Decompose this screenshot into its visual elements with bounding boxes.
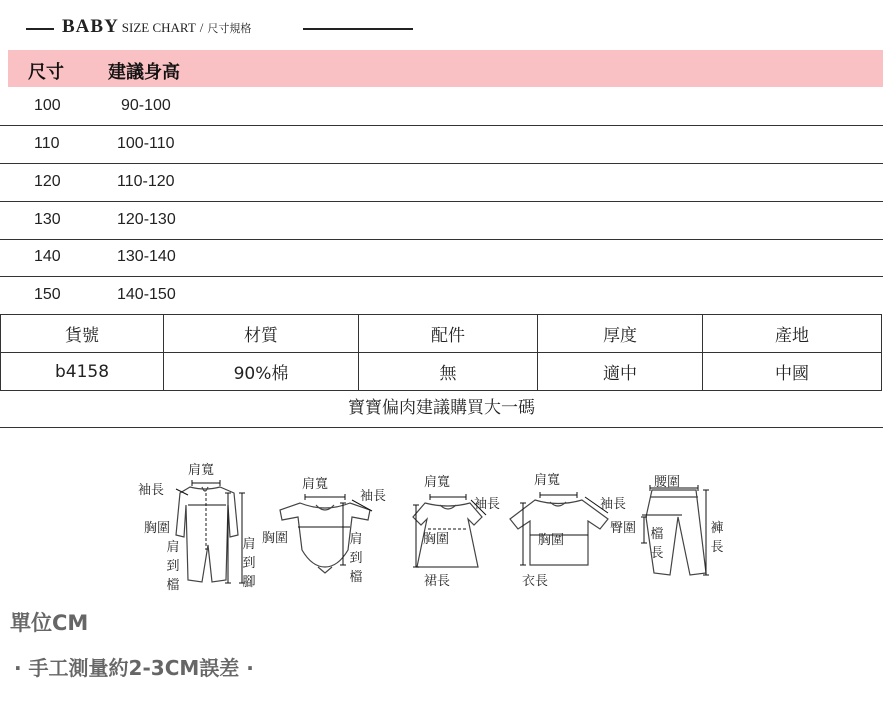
label-shoulder-to-crotch: 肩到檔 [166,540,180,593]
label-shoulder-to-foot: 肩到腳 [242,537,256,590]
subtitle-cn: 尺寸規格 [207,22,252,35]
chart-title [62,16,251,38]
label-chest: 胸圍 [423,532,450,547]
spec-origin: 中國 [703,353,882,391]
unit-label: 單位CM [10,611,89,635]
spec-header-item-no: 貨號 [1,315,164,353]
spec-table [0,314,882,391]
brand-text: BABY [62,16,119,37]
spec-item-no: b4158 [1,353,164,391]
table-row [0,202,883,240]
label-crotch-length: 檔長 [650,527,664,561]
table-row [0,277,883,314]
height-cell: 120-130 [117,211,176,228]
height-cell: 140-150 [117,286,176,303]
label-hip: 臀圍 [610,521,637,536]
subtitle-text: SIZE CHART [121,20,196,35]
label-chest: 胸圍 [262,531,289,546]
size-cell: 120 [34,173,61,190]
label-chest: 胸圍 [538,533,565,548]
spec-header-origin: 產地 [703,315,882,353]
label-shoulder-to-crotch: 肩到檔 [349,532,363,585]
label-waist: 腰圍 [654,475,681,490]
size-table-header [8,50,883,87]
height-cell: 90-100 [121,97,171,114]
label-sleeve-length: 袖長 [474,497,501,512]
spec-header-material: 材質 [164,315,359,353]
size-cell: 100 [34,97,61,114]
measurement-diagram [130,455,730,595]
label-shoulder-width: 肩寬 [302,477,329,492]
height-cell: 110-120 [117,173,175,190]
label-shoulder-width: 肩寬 [534,473,561,488]
romper-outline [176,487,238,582]
header-size: 尺寸 [28,62,64,83]
measurement-error-note: · 手工測量約2-3CM誤差 · [14,656,254,680]
spec-header-row [1,315,882,353]
size-cell: 130 [34,211,61,228]
spec-value-row [1,353,882,391]
size-advice-note: 寶寶偏肉建議購買大一碼 [0,390,883,428]
label-garment-length: 衣長 [522,574,549,589]
table-row [0,239,883,277]
table-row [0,88,883,126]
size-cell: 110 [34,135,60,152]
separator: / [199,20,204,35]
label-skirt-length: 裙長 [424,574,451,589]
table-row [0,164,883,202]
label-chest: 胸圍 [144,521,171,536]
height-cell: 100-110 [117,135,175,152]
spec-material: 90%棉 [164,353,359,391]
label-sleeve-length: 袖長 [138,483,165,498]
label-sleeve-length: 袖長 [600,497,627,512]
label-shoulder-width: 肩寬 [424,475,451,490]
label-pants-length: 褲長 [710,521,724,555]
label-shoulder-width: 肩寬 [188,463,215,478]
header-height: 建議身高 [108,62,180,83]
height-cell: 130-140 [117,248,176,265]
header-rule-right [303,28,413,30]
size-cell: 140 [34,248,61,265]
spec-header-thickness: 厚度 [538,315,703,353]
spec-thickness: 適中 [538,353,703,391]
header-rule-left [26,28,54,30]
spec-accessory: 無 [359,353,538,391]
spec-header-accessory: 配件 [359,315,538,353]
table-row [0,126,883,164]
size-cell: 150 [34,286,61,303]
label-sleeve-length: 袖長 [360,489,387,504]
chart-header [0,14,883,44]
